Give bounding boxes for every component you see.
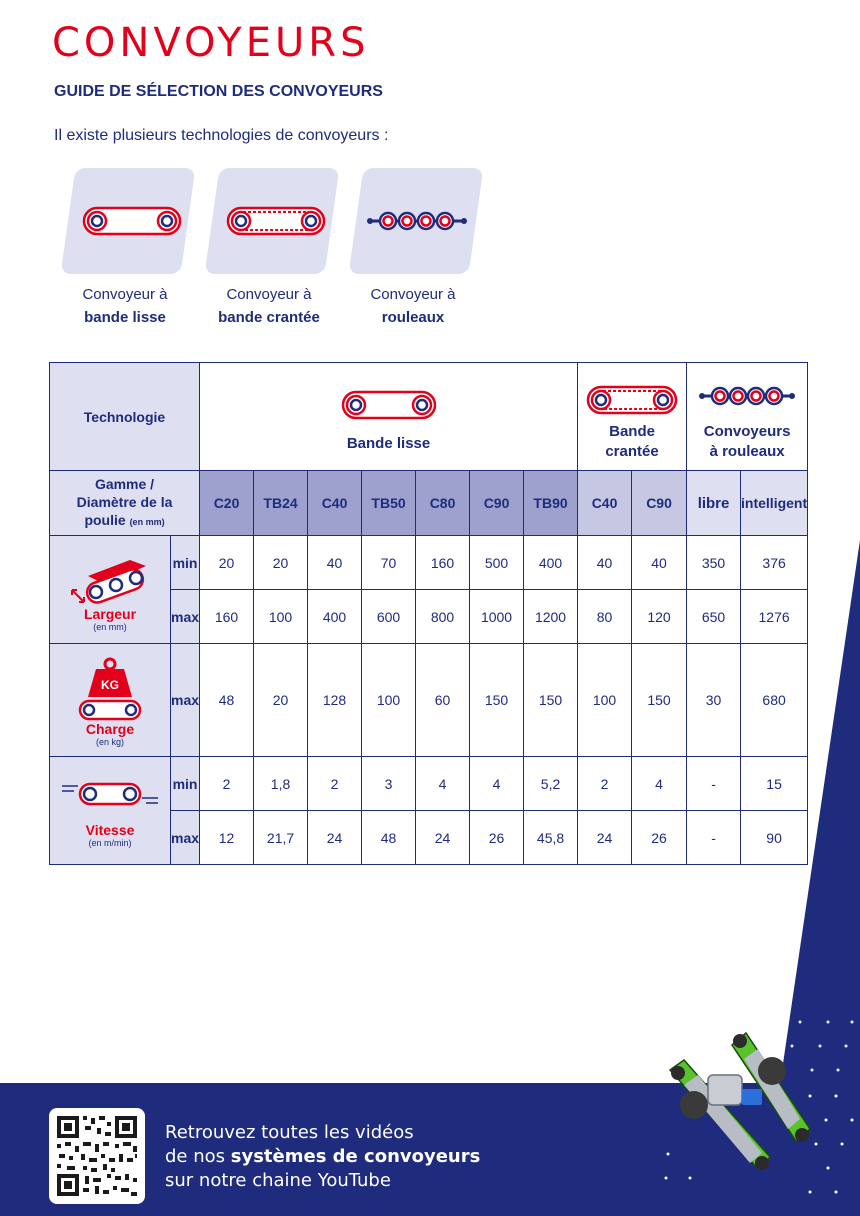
tech-name: bande lisse bbox=[84, 309, 166, 326]
vitesse-min-cell: 4 bbox=[416, 757, 470, 811]
vitesse-max-cell: 90 bbox=[741, 811, 808, 865]
vitesse-max-cell: 12 bbox=[200, 811, 254, 865]
max-label: max bbox=[171, 644, 200, 757]
model-cell: TB90 bbox=[524, 471, 578, 536]
promo-text: de nos bbox=[165, 1146, 231, 1167]
promo-highlight: systèmes de convoyeurs bbox=[230, 1146, 481, 1167]
guide-subtitle: GUIDE DE SÉLECTION DES CONVOYEURS bbox=[54, 83, 383, 100]
vitesse-min-cell: - bbox=[687, 757, 741, 811]
largeur-max-cell: 650 bbox=[687, 590, 741, 644]
vitesse-unit: (en m/min) bbox=[88, 837, 132, 848]
vitesse-min-cell: 4 bbox=[632, 757, 687, 811]
charge-max-cell: 48 bbox=[200, 644, 254, 757]
model-cell: TB24 bbox=[254, 471, 308, 536]
group-label: Convoyeurs bbox=[703, 422, 791, 440]
model-cell: C90 bbox=[632, 471, 687, 536]
vitesse-max-cell: 21,7 bbox=[254, 811, 308, 865]
vitesse-max-cell: 48 bbox=[362, 811, 416, 865]
largeur-min-cell: 160 bbox=[416, 536, 470, 590]
model-cell: libre bbox=[687, 471, 741, 536]
vitesse-min-cell: 2 bbox=[308, 757, 362, 811]
tech-label: Convoyeur à bbox=[82, 286, 168, 303]
largeur-min-cell: 20 bbox=[200, 536, 254, 590]
model-cell: C20 bbox=[200, 471, 254, 536]
vitesse-min-cell: 5,2 bbox=[524, 757, 578, 811]
group-label: Bande lisse bbox=[346, 435, 431, 452]
largeur-max-cell: 600 bbox=[362, 590, 416, 644]
charge-max-cell: 150 bbox=[632, 644, 687, 757]
promo-line bbox=[165, 1145, 480, 1169]
min-label: min bbox=[171, 757, 200, 811]
promo-line: Retrouvez toutes les vidéos bbox=[165, 1122, 414, 1143]
max-label: max bbox=[171, 590, 200, 644]
largeur-min-cell: 40 bbox=[632, 536, 687, 590]
largeur-max-cell: 80 bbox=[578, 590, 632, 644]
vitesse-label: Vitesse bbox=[85, 821, 135, 838]
charge-max-cell: 680 bbox=[741, 644, 808, 757]
model-cell: TB50 bbox=[362, 471, 416, 536]
tech-label: Convoyeur à bbox=[370, 286, 456, 303]
largeur-max-cell: 120 bbox=[632, 590, 687, 644]
vitesse-min-cell: 1,8 bbox=[254, 757, 308, 811]
tech-name: bande crantée bbox=[218, 309, 320, 326]
promo-line: sur notre chaine YouTube bbox=[165, 1170, 391, 1191]
charge-max-cell: 150 bbox=[524, 644, 578, 757]
charge-max-cell: 100 bbox=[578, 644, 632, 757]
largeur-min-cell: 70 bbox=[362, 536, 416, 590]
vitesse-min-cell: 3 bbox=[362, 757, 416, 811]
youtube-promo-text bbox=[165, 1121, 480, 1193]
vitesse-max-cell: 24 bbox=[416, 811, 470, 865]
model-cell: C40 bbox=[578, 471, 632, 536]
vitesse-max-cell: 45,8 bbox=[524, 811, 578, 865]
min-label: min bbox=[171, 536, 200, 590]
largeur-min-cell: 350 bbox=[687, 536, 741, 590]
largeur-max-cell: 800 bbox=[416, 590, 470, 644]
largeur-unit: (en mm) bbox=[93, 621, 127, 632]
largeur-max-cell: 1276 bbox=[741, 590, 808, 644]
charge-max-cell: 128 bbox=[308, 644, 362, 757]
vitesse-max-cell: 24 bbox=[308, 811, 362, 865]
max-label: max bbox=[171, 811, 200, 865]
vitesse-max-cell: 24 bbox=[578, 811, 632, 865]
model-cell: C40 bbox=[308, 471, 362, 536]
technology-header: Technologie bbox=[50, 363, 200, 471]
largeur-max-cell: 100 bbox=[254, 590, 308, 644]
gamme-label: Diamètre de la bbox=[76, 494, 173, 510]
largeur-label: Largeur bbox=[83, 605, 137, 622]
charge-max-cell: 60 bbox=[416, 644, 470, 757]
largeur-min-cell: 376 bbox=[741, 536, 808, 590]
gamme-label: poulie bbox=[84, 512, 126, 528]
charge-max-cell: 30 bbox=[687, 644, 741, 757]
model-cell: C90 bbox=[470, 471, 524, 536]
tech-name: rouleaux bbox=[381, 309, 445, 326]
vitesse-min-cell: 4 bbox=[470, 757, 524, 811]
vitesse-min-cell: 15 bbox=[741, 757, 808, 811]
vitesse-min-cell: 2 bbox=[200, 757, 254, 811]
largeur-min-cell: 40 bbox=[308, 536, 362, 590]
largeur-min-cell: 400 bbox=[524, 536, 578, 590]
vitesse-min-cell: 2 bbox=[578, 757, 632, 811]
tech-label: Convoyeur à bbox=[226, 286, 312, 303]
largeur-max-cell: 160 bbox=[200, 590, 254, 644]
largeur-min-cell: 20 bbox=[254, 536, 308, 590]
conveyor-product-image bbox=[650, 1025, 820, 1175]
page-title: CONVOYEURS bbox=[52, 20, 370, 66]
youtube-qr-code[interactable] bbox=[49, 1108, 145, 1204]
group-label: à rouleaux bbox=[709, 442, 785, 460]
vitesse-max-cell: 26 bbox=[470, 811, 524, 865]
group-label: crantée bbox=[605, 442, 659, 460]
gamme-unit: (en mm) bbox=[129, 517, 165, 527]
charge-label: Charge bbox=[85, 721, 135, 737]
model-cell: C80 bbox=[416, 471, 470, 536]
model-cell: intelligent bbox=[741, 471, 808, 536]
intro-text: Il existe plusieurs technologies de convoyeurs : bbox=[54, 127, 389, 144]
gamme-label: Gamme / bbox=[94, 476, 155, 492]
charge-max-cell: 100 bbox=[362, 644, 416, 757]
group-label: Bande bbox=[609, 422, 655, 440]
largeur-min-cell: 40 bbox=[578, 536, 632, 590]
charge-max-cell: 150 bbox=[470, 644, 524, 757]
largeur-max-cell: 400 bbox=[308, 590, 362, 644]
charge-unit: (en kg) bbox=[95, 737, 124, 747]
largeur-max-cell: 1000 bbox=[470, 590, 524, 644]
largeur-max-cell: 1200 bbox=[524, 590, 578, 644]
largeur-min-cell: 500 bbox=[470, 536, 524, 590]
vitesse-max-cell: 26 bbox=[632, 811, 687, 865]
vitesse-max-cell: - bbox=[687, 811, 741, 865]
charge-max-cell: 20 bbox=[254, 644, 308, 757]
qr-code-icon bbox=[49, 1108, 145, 1204]
kg-text: KG bbox=[101, 678, 119, 692]
